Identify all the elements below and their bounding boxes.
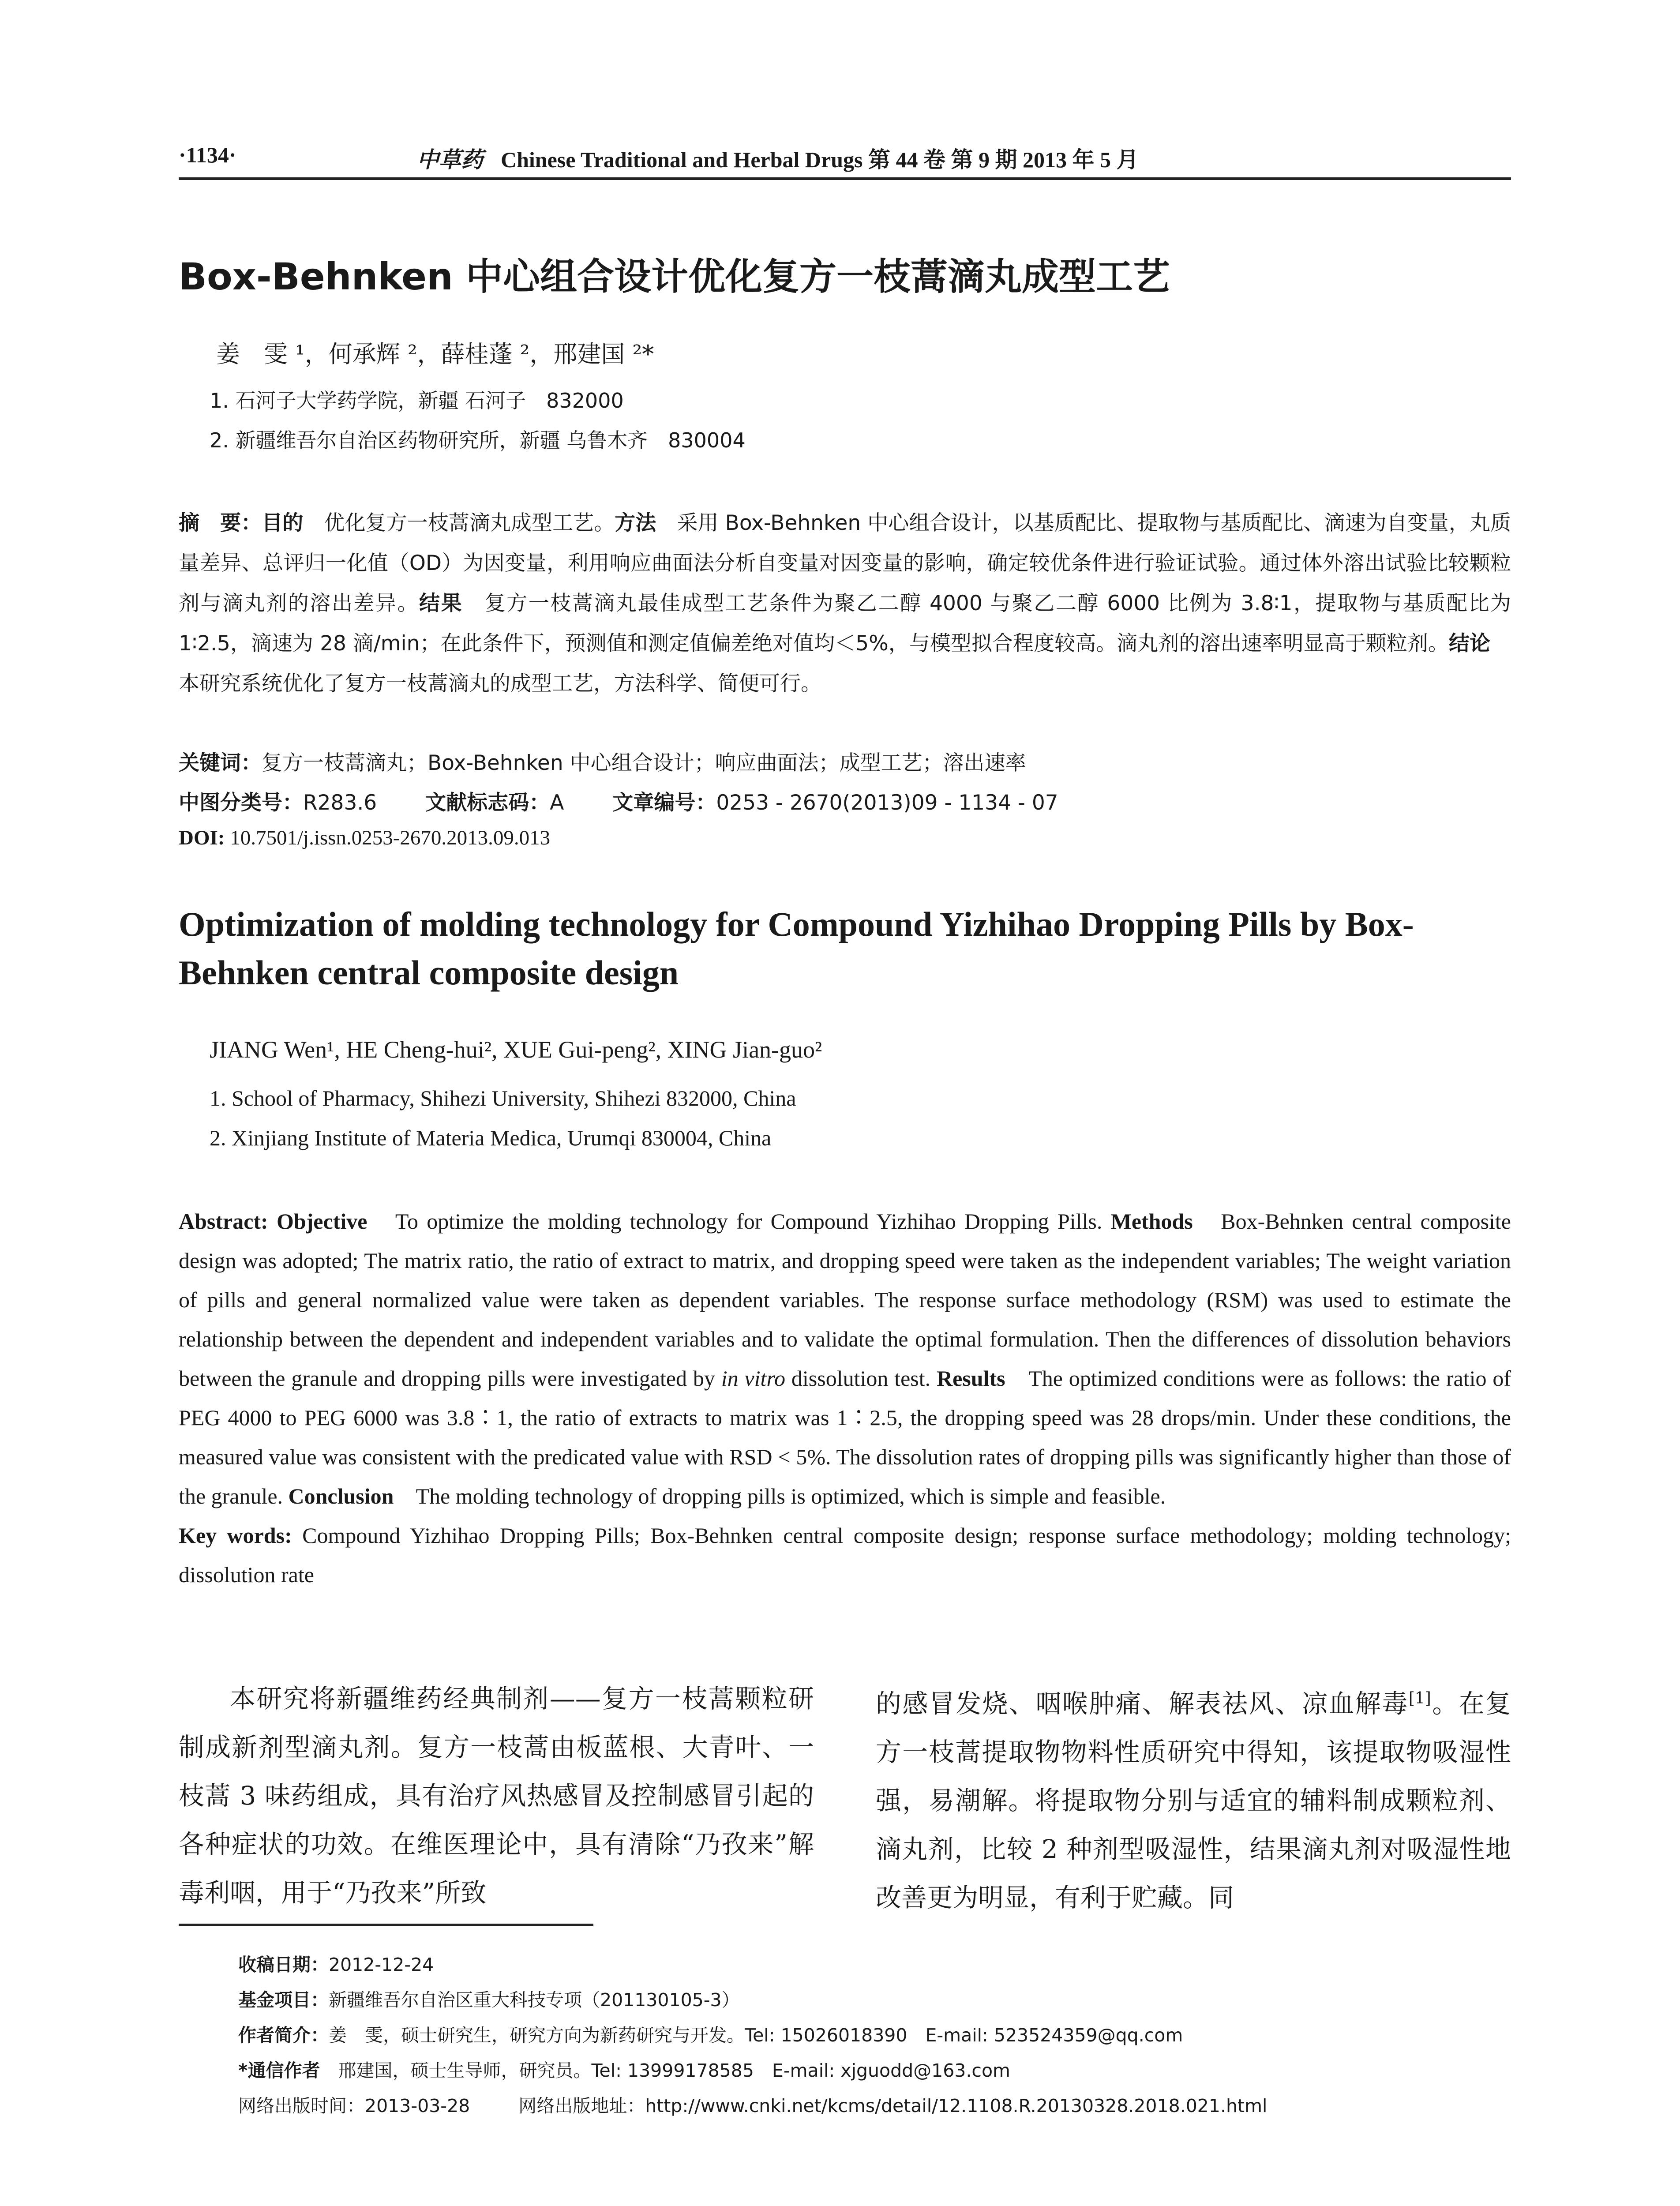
objective-en-text: To optimize the molding technology for Compound Yizhihao Dropping Pills. [367, 1209, 1111, 1234]
doi-row [179, 826, 550, 850]
journal-info: Chinese Traditional and Herbal Drugs 第 44 卷 第 9 期 2013 年 5 月 [501, 147, 1139, 172]
abstract-cn [179, 503, 1511, 704]
header-rule [179, 177, 1511, 180]
authors-cn: 姜 雯 ¹，何承辉 ²，薛桂蓬 ²，邢建国 ²* [216, 340, 654, 368]
abstract-en-body [179, 1202, 1511, 1516]
conclusion-label: 结论 [1448, 631, 1491, 656]
results-text: 复方一枝蒿滴丸最佳成型工艺条件为聚乙二醇 4000 与聚乙二醇 6000 比例为 3.8∶1，提取物与基质配比为 1∶2.5，滴速为 28 滴/min；在此条件下，预测值和测定值偏差绝对值均＜5%，与模型拟合程度较高。滴丸剂的溶出速率明显高于颗粒剂。 [179, 591, 1511, 656]
affiliation-cn-2: 2. 新疆维吾尔自治区药物研究所，新疆 乌鲁木齐 830004 [210, 428, 746, 452]
doi-value[interactable]: 10.7501/j.issn.0253-2670.2013.09.013 [230, 826, 551, 849]
clc-value: R283.6 [303, 791, 377, 815]
received-label: 收稿日期： [238, 1954, 329, 1975]
methods-en-label: Methods [1110, 1209, 1193, 1234]
keywords-cn-label: 关键词： [179, 751, 262, 775]
page-number: ·1134· [179, 143, 236, 167]
conclusion-text: 本研究系统优化了复方一枝蒿滴丸的成型工艺，方法科学、简便可行。 [179, 631, 1511, 696]
corresponding-text: 邢建国，硕士生导师，研究员。Tel: 13999178585 E-mail: xjguodd@163.com [320, 2060, 1010, 2081]
reference-link[interactable]: [1] [1408, 1689, 1431, 1707]
abstract-cn-label: 摘 要： [179, 511, 262, 535]
methods-en-tail: dissolution test. [785, 1366, 937, 1391]
affiliation-cn-1: 1. 石河子大学药学院，新疆 石河子 832000 [210, 389, 624, 413]
results-en-label: Results [936, 1366, 1005, 1391]
corresponding-label: *通信作者 [238, 2060, 320, 2081]
journal-line [417, 142, 1138, 174]
authors-en: JIANG Wen¹, HE Cheng-hui², XUE Gui-peng², XING Jian-guo² [210, 1036, 822, 1063]
footnote-rule [179, 1924, 593, 1926]
conclusion-en-label: Conclusion [288, 1484, 394, 1508]
footnote-corresponding [238, 2056, 1010, 2082]
doc-code-value: A [550, 791, 564, 815]
results-label: 结果 [419, 591, 463, 615]
body-right-text-b: 。在复方一枝蒿提取物物料性质研究中得知，该提取物吸湿性强，易潮解。将提取物分别与适宜的辅料制成颗粒剂、滴丸剂，比较 2 种剂型吸湿性，结果滴丸剂对吸湿性地改善更为明显，有利于贮藏。同 [876, 1688, 1511, 1913]
clc-label: 中图分类号： [179, 791, 303, 815]
body-column-left: 本研究将新疆维药经典制剂——复方一枝蒿颗粒研制成新剂型滴丸剂。复方一枝蒿由板蓝根、大青叶、一枝蒿 3 味药组成，具有治疗风热感冒及控制感冒引起的各种症状的功效。在维医理论中，具有清除“乃孜来”解毒利咽，用于“乃孜来”所致 [179, 1684, 814, 1908]
author-bio-label: 作者简介： [238, 2025, 329, 2046]
article-number-label: 文章编号： [612, 791, 716, 815]
classification-row [179, 786, 1058, 816]
methods-text: 采用 Box-Behnken 中心组合设计，以基质配比、提取物与基质配比、滴速为自变量，丸质量差异、总评归一化值（OD）为因变量，利用响应曲面法分析自变量对因变量的影响，确定较优条件进行验证试验。通过体外溶出试验比较颗粒剂与滴丸剂的溶出差异。 [179, 511, 1511, 615]
doi-label: DOI: [179, 826, 225, 849]
fund-text: 新疆维吾尔自治区重大科技专项（201130105-3） [329, 1989, 740, 2011]
methods-en-text: Box-Behnken central composite design was adopted; The matrix ratio, the ratio of extract to matrix, and dropping speed were taken as the independent variables; The weight variation of pills and general normalized value were taken as dependent variables. The response surface methodology (RSM) was used to estimate the relationship between the dependent and independent variables and to validate the optimal formulation. Then the differences of dissolution behaviors between the granule and dropping pills were investigated by [179, 1209, 1511, 1391]
footnote-author [238, 2021, 1183, 2047]
results-en-text: The optimized conditions were as follows: the ratio of PEG 4000 to PEG 6000 was 3.8∶1, the ratio of extracts to matrix was 1∶2.5, the dropping speed was 28 drops/min. Under these conditions, the measured value was consistent with the predicated value with RSD < 5%. The dissolution rates of dropping pills was significantly higher than those of the granule. [179, 1366, 1511, 1508]
methods-label: 方法 [615, 511, 656, 535]
keywords-en-text: Compound Yizhihao Dropping Pills; Box-Behnken central composite design; response surface methodology; molding technology; dissolution rate [179, 1523, 1511, 1587]
affiliation-en-1: 1. School of Pharmacy, Shihezi University, Shihezi 832000, China [210, 1086, 796, 1111]
footnote-received [238, 1950, 434, 1976]
online-date: 网络出版时间：2013-03-28 [238, 2095, 470, 2116]
abstract-en [179, 1202, 1511, 1594]
footnote-online [238, 2091, 1267, 2117]
article-number-value: 0253 - 2670(2013)09 - 1134 - 07 [716, 791, 1058, 815]
online-url[interactable]: 网络出版地址：http://www.cnki.net/kcms/detail/12.1108.R.20130328.2018.021.html [518, 2095, 1268, 2116]
body-column-right [876, 1674, 1511, 1922]
in-vitro-italic: in vitro [721, 1366, 786, 1391]
title-cn: Box-Behnken 中心组合设计优化复方一枝蒿滴丸成型工艺 [179, 255, 1170, 298]
keywords-cn-text: 复方一枝蒿滴丸；Box-Behnken 中心组合设计；响应曲面法；成型工艺；溶出速率 [262, 751, 1026, 775]
journal-logo: 中草药 [417, 146, 483, 173]
running-header [179, 140, 1511, 176]
conclusion-en-text: The molding technology of dropping pills is optimized, which is simple and feasible. [394, 1484, 1166, 1508]
affiliation-en-2: 2. Xinjiang Institute of Materia Medica, Urumqi 830004, China [210, 1126, 772, 1150]
objective-label: 目的 [262, 511, 304, 535]
keywords-en-label: Key words: [179, 1523, 292, 1548]
body-right-text-a: 的感冒发烧、咽喉肿痛、解表祛风、凉血解毒 [876, 1688, 1409, 1719]
footnote-fund [238, 1985, 740, 2011]
author-bio-text: 姜 雯，硕士研究生，研究方向为新药研究与开发。Tel: 15026018390 E-mail: 523524359@qq.com [329, 2025, 1183, 2046]
keywords-en [179, 1516, 1511, 1594]
fund-label: 基金项目： [238, 1989, 329, 2011]
doc-code-label: 文献标志码： [425, 791, 550, 815]
title-en: Optimization of molding technology for Compound Yizhihao Dropping Pills by Box-Behnken central composite design [179, 905, 1414, 992]
abstract-en-label: Abstract: Objective [179, 1209, 368, 1234]
objective-text: 优化复方一枝蒿滴丸成型工艺。 [303, 511, 615, 535]
keywords-cn [179, 747, 1026, 776]
received-date: 2012-12-24 [329, 1954, 434, 1975]
